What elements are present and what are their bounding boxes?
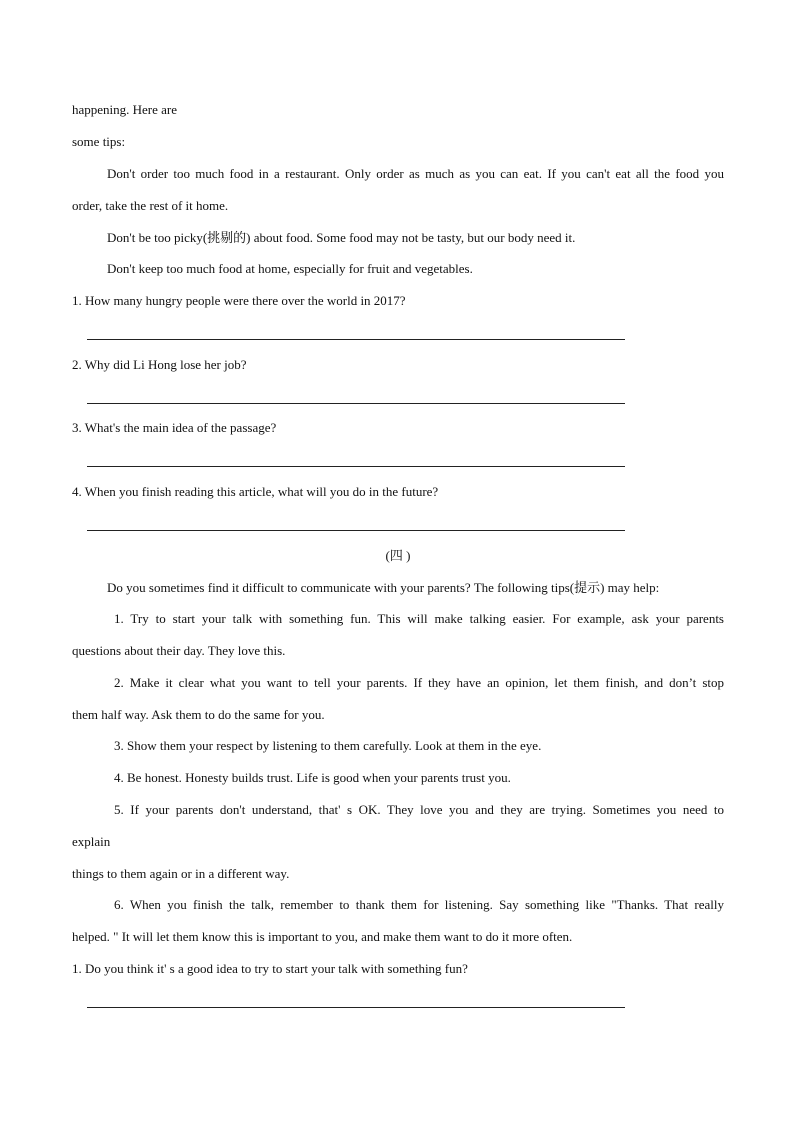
passage-line: 5. If your parents don't understand, that' s OK. They love you and they are trying. Sometimes you need to	[114, 802, 724, 817]
passage-line: 2. Make it clear what you want to tell your parents. If they have an opinion, let them finish, and don’t stop	[114, 675, 724, 690]
answer-line-5[interactable]	[87, 1007, 625, 1008]
passage-line: questions about their day. They love this.	[72, 643, 286, 658]
section-heading: (四 )	[385, 548, 411, 563]
passage-line: them half way. Ask them to do the same for you.	[72, 707, 325, 722]
passage-line: Don't be too picky(挑剔的) about food. Some food may not be tasty, but our body need it.	[107, 230, 576, 245]
passage-line: happening. Here are	[72, 102, 178, 117]
passage-line: Do you sometimes find it difficult to communicate with your parents? The following tips(提示) may help:	[107, 580, 660, 595]
passage-line: order, take the rest of it home.	[72, 198, 229, 213]
passage-line: explain	[72, 834, 111, 849]
passage-line: Don't order too much food in a restaurant. Only order as much as you can eat. If you can't eat all the food you	[107, 166, 724, 181]
question-2: 2. Why did Li Hong lose her job?	[72, 357, 247, 372]
question-3: 3. What's the main idea of the passage?	[72, 420, 277, 435]
question-1: 1. Do you think it' s a good idea to try to start your talk with something fun?	[72, 961, 468, 976]
passage-line: 4. Be honest. Honesty builds trust. Life is good when your parents trust you.	[114, 770, 511, 785]
passage-line: some tips:	[72, 134, 126, 149]
question-1: 1. How many hungry people were there over the world in 2017?	[72, 293, 406, 308]
answer-line-4[interactable]	[87, 530, 625, 531]
passage-line: helped. " It will let them know this is important to you, and make them want to do it more often.	[72, 929, 573, 944]
answer-line-1[interactable]	[87, 339, 625, 340]
passage-line: things to them again or in a different way.	[72, 866, 290, 881]
passage-line: 6. When you finish the talk, remember to thank them for listening. Say something like "Thanks. That really	[114, 897, 724, 912]
passage-line: Don't keep too much food at home, especially for fruit and vegetables.	[107, 261, 473, 276]
answer-line-2[interactable]	[87, 403, 625, 404]
passage-line: 3. Show them your respect by listening to them carefully. Look at them in the eye.	[114, 738, 542, 753]
question-4: 4. When you finish reading this article, what will you do in the future?	[72, 484, 439, 499]
answer-line-3[interactable]	[87, 466, 625, 467]
passage-line: 1. Try to start your talk with something fun. This will make talking easier. For example, ask your parents	[114, 611, 724, 626]
